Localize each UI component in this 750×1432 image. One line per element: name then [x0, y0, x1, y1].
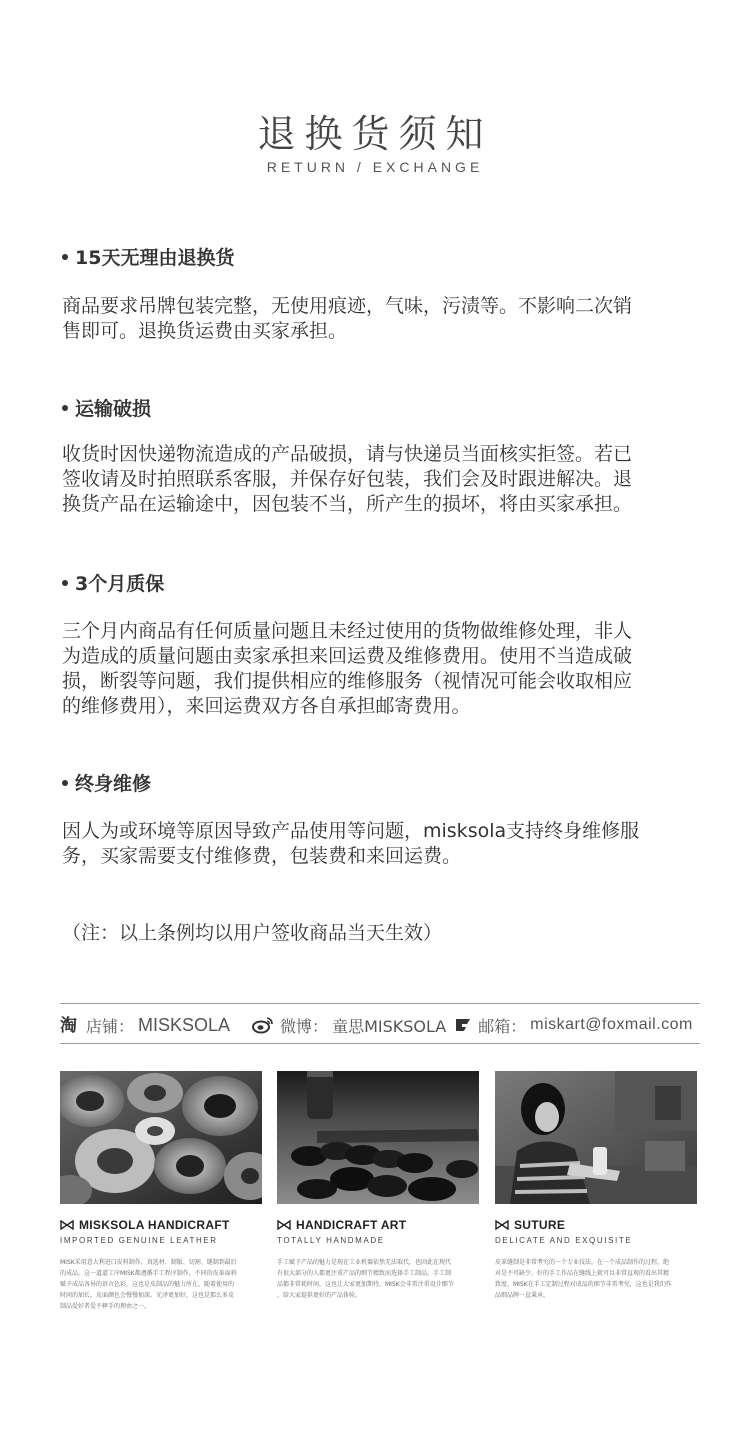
section-body [62, 442, 692, 517]
feature-subtitle: TOTALLY HANDMADE [277, 1236, 385, 1245]
page-subtitle: RETURN / EXCHANGE [266, 159, 484, 175]
bowtie-logo-icon [277, 1220, 291, 1230]
feature-description: 手工赋予产品的魅力是现在工业机器依然无法取代，也因此在现代 有很大部分的人都更注重产品的细节精致而选择手工制品，手工制 品都非常耗时间，这也让大家更加期待，MISK会非常注重设计细节 ，给大家提供更好的产品体验。 [277, 1259, 454, 1299]
bullet-dot [62, 580, 68, 586]
weibo-label: 微博： [280, 1016, 329, 1036]
feature-caption [495, 1218, 697, 1301]
weibo-link[interactable]: 童思MISKSOLA [332, 1016, 447, 1036]
feature-description: MISK采用意大利进口皮料制作，真选材、制版、切割、缝制到最后 的成品，这一道道工序MISK都遵循手工程序制作，不同的皮革面料 赋予成品各异的语言色彩，这也是皮制品的魅力所在，随着使用的 时间的加长，皮面颜色会慢慢加深，光泽更加好，这也是那么多皮 制品爱好者爱不释手的理由之一。 [60, 1259, 237, 1310]
feature-subtitle: DELICATE AND EXQUISITE [495, 1236, 633, 1245]
section-line: 签收请及时拍照联系客服，并保存好包装，我们会及时跟进解决。退 [62, 468, 633, 490]
mail-icon [454, 1016, 472, 1034]
divider-bottom [60, 1043, 700, 1044]
divider-top [60, 1003, 700, 1004]
feature-title: SUTURE [495, 1218, 697, 1232]
section-line: 务，买家需要支付维修费，包装费和来回运费。 [62, 845, 462, 867]
section-line: 换货产品在运输途中，因包装不当，所产生的损坏，将由买家承担。 [62, 493, 633, 515]
section-line: 的维修费用），来回运费双方各自承担邮寄费用。 [62, 695, 471, 717]
taobao-icon [60, 1016, 80, 1034]
craftsman-photo [495, 1071, 697, 1204]
feature-title: HANDICRAFT ART [277, 1218, 479, 1232]
section-heading: 3个月质保 [62, 569, 164, 596]
mail-link[interactable]: miskart@foxmail.com [530, 1016, 693, 1033]
bowtie-logo-icon [60, 1220, 74, 1230]
bowtie-logo-icon [495, 1220, 509, 1230]
page-title: 退换货须知 [257, 112, 493, 156]
bullet-dot [62, 254, 68, 260]
shop-link[interactable]: MISKSOLA [138, 1014, 231, 1035]
leather-pieces-photo [277, 1071, 479, 1204]
section-line: 商品要求吊牌包装完整，无使用痕迹，气味，污渍等。不影响二次销 [62, 295, 633, 317]
shop-label: 店铺： [86, 1016, 135, 1036]
feature-caption [277, 1218, 479, 1301]
mail-label: 邮箱： [478, 1016, 527, 1036]
section-heading: 运输破损 [62, 394, 151, 421]
feature-caption [60, 1218, 262, 1312]
leather-rolls-photo [60, 1071, 262, 1204]
feature-description: 皮革缝制是非常考究的一个专业技法，在一个成品制作的过程，绝 对是不可缺少，好的手工作品在缝线上就可以非常直观的看出其精 致度，MISK在手工定制过程对成品的细节非常考究，这也是我们作 品细品牌一直秉承。 [495, 1259, 672, 1299]
svg-text:淘: 淘 [60, 1016, 77, 1034]
section-line: 收货时因快递物流造成的产品破损，请与快递员当面核实拒签。若已 [62, 443, 633, 465]
section-line: 损，断裂等问题，我们提供相应的维修服务（视情况可能会收取相应 [62, 670, 633, 692]
section-line: 为造成的质量问题由卖家承担来回运费及维修费用。使用不当造成破 [62, 645, 633, 667]
section-line: 三个月内商品有任何质量问题且未经过使用的货物做维修处理，非人 [62, 620, 633, 642]
footnote: （注：以上条例均以用户签收商品当天生效） [62, 922, 443, 944]
section-heading: 15天无理由退换货 [62, 243, 234, 270]
contact-bar [60, 1011, 700, 1039]
section-heading: 终身维修 [62, 769, 151, 796]
section-body [62, 819, 692, 869]
section-body [62, 294, 692, 344]
weibo-icon [252, 1016, 274, 1034]
feature-subtitle: IMPORTED GENUINE LEATHER [60, 1236, 218, 1245]
bullet-dot [62, 405, 68, 411]
bullet-dot [62, 780, 68, 786]
section-line: 因人为或环境等原因导致产品使用等问题，misksola支持终身维修服 [62, 820, 640, 842]
section-line: 售即可。退换货运费由买家承担。 [62, 320, 348, 342]
section-body [62, 619, 692, 719]
feature-title: MISKSOLA HANDICRAFT [60, 1218, 262, 1232]
